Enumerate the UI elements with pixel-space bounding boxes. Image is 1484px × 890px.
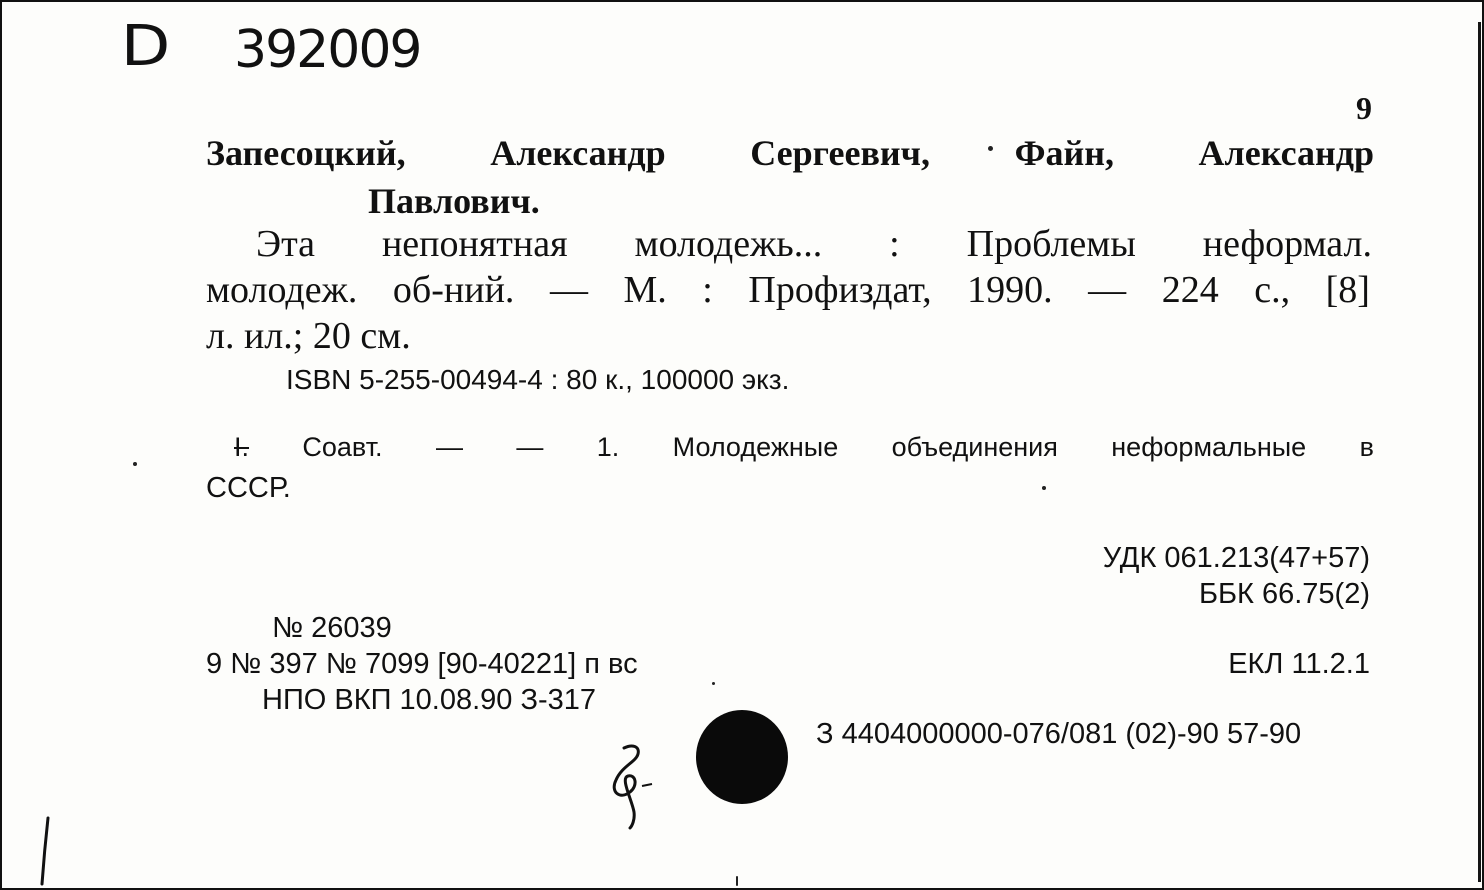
stamp-letter: D (120, 14, 171, 79)
imprint-word: Профиздат, (748, 269, 932, 311)
author-word: Запесоцкий, (206, 133, 406, 173)
imprint-word: об-ний. (392, 269, 515, 311)
imprint-word: молодеж. (206, 269, 358, 311)
imprint-word: : (702, 269, 713, 311)
ekl-code: ЕКЛ 11.2.1 (1228, 648, 1370, 680)
imprint-word: — (549, 269, 588, 311)
author-continuation: Павлович. (368, 181, 540, 221)
imprint-line (206, 268, 1370, 312)
title-word: Проблемы (966, 223, 1136, 265)
imprint-word: с., (1254, 269, 1291, 311)
author-line (206, 132, 1374, 174)
speck (736, 876, 738, 886)
npo-line: НПО ВКП 10.08.90 З-317 (262, 684, 597, 716)
subject-word: в (1359, 432, 1374, 462)
subject-word: 1. (596, 432, 620, 462)
title-line (256, 222, 1372, 266)
bbk-code: ББК 66.75(2) (1198, 578, 1370, 610)
isbn-line: ISBN 5-255-00494-4 : 80 к., 100000 экз. (286, 364, 790, 395)
order-number: № 26039 (272, 612, 392, 644)
subject-continuation: СССР. (206, 472, 291, 504)
handwritten-mark-icon (602, 740, 672, 832)
subject-line (234, 432, 1374, 463)
subject-word: Молодежные (672, 432, 839, 462)
title-word: Эта (256, 223, 316, 265)
subject-word: неформальные (1111, 432, 1307, 462)
print-info-line: 9 № 397 № 7099 [90-40221] п вс (206, 648, 638, 680)
imprint-word: М. (623, 269, 667, 311)
subject-word: I. (234, 432, 250, 462)
title-word: молодежь... (634, 223, 823, 265)
physical-description: л. ил.; 20 см. (206, 315, 411, 357)
card-edge (1478, 22, 1481, 882)
classification-code: З 4404000000-076/081 (02)-90 57-90 (816, 718, 1302, 750)
subject-word: — (516, 432, 544, 462)
title-word: непонятная (381, 223, 568, 265)
author-word: Файн, (1014, 133, 1114, 173)
speck (712, 682, 715, 685)
punch-hole (696, 710, 788, 804)
speck (1042, 486, 1046, 490)
author-word: Александр (490, 133, 666, 173)
card-number: 9 (1356, 90, 1372, 126)
imprint-word: [8] (1325, 269, 1370, 311)
udk-code: УДК 061.213(47+57) (1102, 542, 1370, 574)
imprint-word: 1990. (967, 269, 1053, 311)
imprint-word: — (1088, 269, 1127, 311)
imprint-word: 224 (1161, 269, 1219, 311)
author-word: Сергеевич, (750, 133, 930, 173)
subject-word: — (435, 432, 463, 462)
title-word: неформал. (1202, 223, 1372, 265)
speck (988, 146, 993, 151)
speck (133, 462, 137, 466)
author-word: Александр (1198, 133, 1374, 173)
stamp-number: 392009 (234, 20, 421, 80)
margin-mark-icon (32, 812, 62, 890)
title-word: : (889, 223, 900, 265)
subject-word: объединения (891, 432, 1058, 462)
subject-word: Соавт. (302, 432, 383, 462)
